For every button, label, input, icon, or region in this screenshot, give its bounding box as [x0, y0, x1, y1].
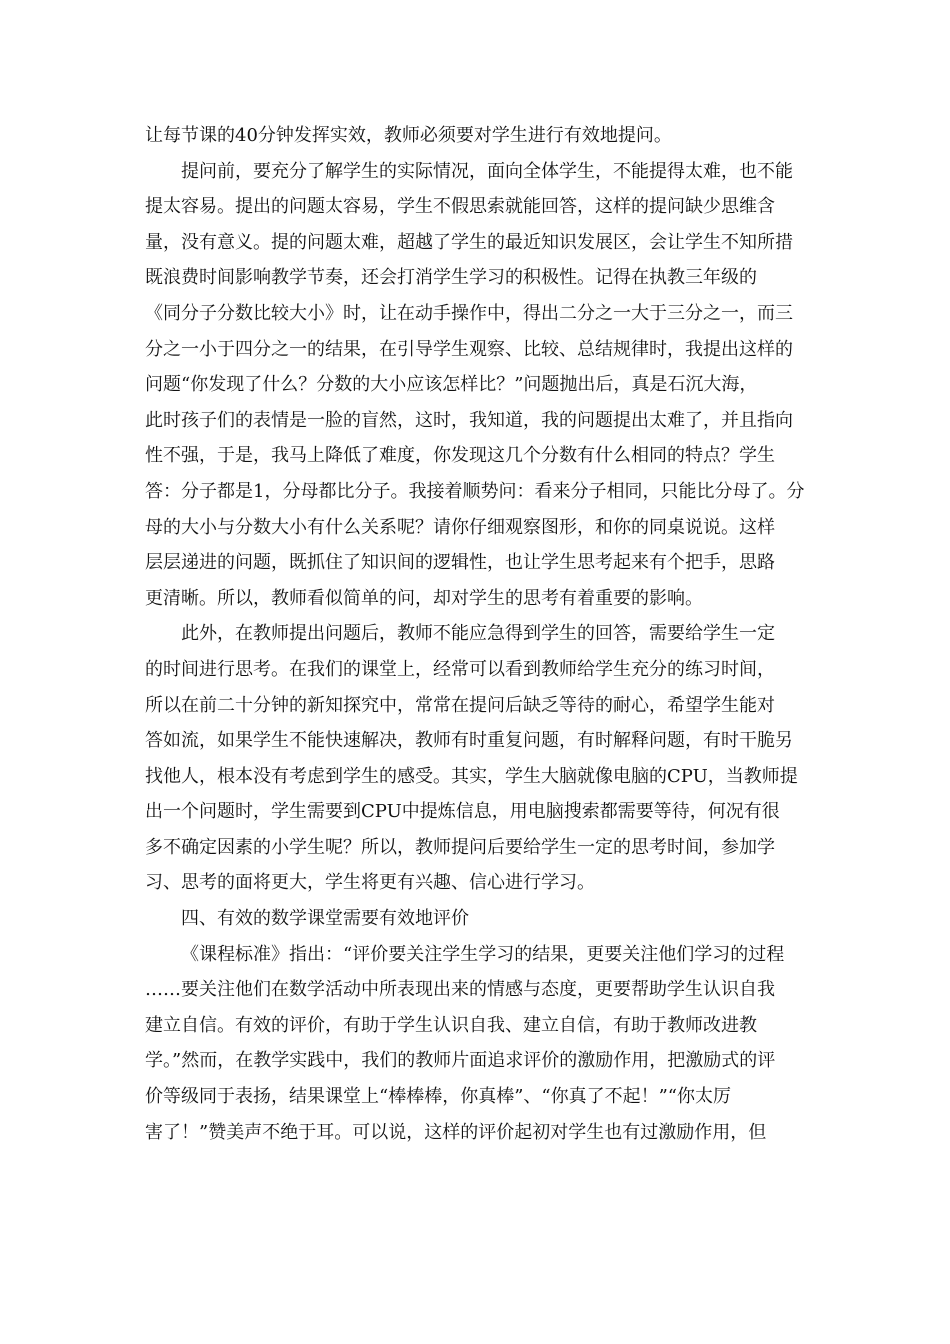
- text-line: 分之一小于四分之一的结果，在引导学生观察、比较、总结规律时，我提出这样的: [145, 338, 793, 360]
- text-line: 答如流，如果学生不能快速解决，教师有时重复问题，有时解释问题，有时干脆另: [145, 730, 793, 752]
- text-line: 的时间进行思考。在我们的课堂上，经常可以看到教师给学生充分的练习时间，: [145, 658, 775, 680]
- text-line: 所以在前二十分钟的新知探究中，常常在提问后缺乏等待的耐心，希望学生能对: [145, 694, 775, 716]
- text-line: 层层递进的问题，既抓住了知识间的逻辑性，也让学生思考起来有个把手，思路: [145, 552, 775, 574]
- text-line: 问题“你发现了什么？分数的大小应该怎样比？”问题抛出后，真是石沉大海，: [145, 374, 758, 396]
- text-line: 答：分子都是1，分母都比分子。我接着顺势问：看来分子相同，只能比分母了。分: [145, 480, 805, 502]
- text-line: 更清晰。所以，教师看似简单的问，却对学生的思考有着重要的影响。: [145, 587, 703, 609]
- text-line: 出一个问题时，学生需要到CPU中提炼信息，用电脑搜索都需要等待，何况有很: [145, 801, 780, 823]
- text-line: 《课程标准》指出：“评价要关注学生学习的结果，更要关注他们学习的过程: [181, 943, 785, 965]
- text-line: 母的大小与分数大小有什么关系呢？请你仔细观察图形，和你的同桌说说。这样: [145, 516, 775, 538]
- text-line: 价等级同于表扬，结果课堂上“棒棒棒，你真棒”、“你真了不起！”“你太厉: [145, 1086, 732, 1108]
- text-line: 习、思考的面将更大，学生将更有兴趣、信心进行学习。: [145, 872, 595, 894]
- text-line: 既浪费时间影响教学节奏，还会打消学生学习的积极性。记得在执教三年级的: [145, 267, 757, 289]
- text-line: 此外，在教师提出问题后，教师不能应急得到学生的回答，需要给学生一定: [181, 623, 775, 645]
- text-line: 建立自信。有效的评价，有助于学生认识自我、建立自信，有助于教师改进教: [145, 1014, 757, 1036]
- text-line: 害了！”赞美声不绝于耳。可以说，这样的评价起初对学生也有过激励作用，但: [145, 1121, 767, 1143]
- document-body: [145, 118, 813, 1150]
- text-line: 提太容易。提出的问题太容易，学生不假思索就能回答，这样的提问缺少思维含: [145, 196, 775, 218]
- text-line: 让每节课的40分钟发挥实效，教师必须要对学生进行有效地提问。: [145, 125, 672, 146]
- text-line: 性不强，于是，我马上降低了难度，你发现这几个分数有什么相同的特点？学生: [145, 445, 775, 467]
- text-line: 找他人，根本没有考虑到学生的感受。其实，学生大脑就像电脑的CPU，当教师提: [145, 765, 798, 787]
- text-line: ……要关注他们在数学活动中所表现出来的情感与态度，更要帮助学生认识自我: [145, 979, 775, 1001]
- text-line: 学。”然而，在教学实践中，我们的教师片面追求评价的激励作用，把激励式的评: [145, 1050, 776, 1072]
- text-line: 量，没有意义。提的问题太难，超越了学生的最近知识发展区，会让学生不知所措: [145, 231, 793, 253]
- text-line: 《同分子分数比较大小》时，让在动手操作中，得出二分之一大于三分之一，而三: [145, 302, 793, 324]
- text-line: 提问前，要充分了解学生的实际情况，面向全体学生，不能提得太难，也不能: [181, 160, 793, 182]
- text-line: 多不确定因素的小学生呢？所以，教师提问后要给学生一定的思考时间，参加学: [145, 836, 775, 858]
- text-line: 四、有效的数学课堂需要有效地评价: [181, 908, 469, 930]
- text-line: 此时孩子们的表情是一脸的盲然，这时，我知道，我的问题提出太难了，并且指向: [145, 409, 793, 431]
